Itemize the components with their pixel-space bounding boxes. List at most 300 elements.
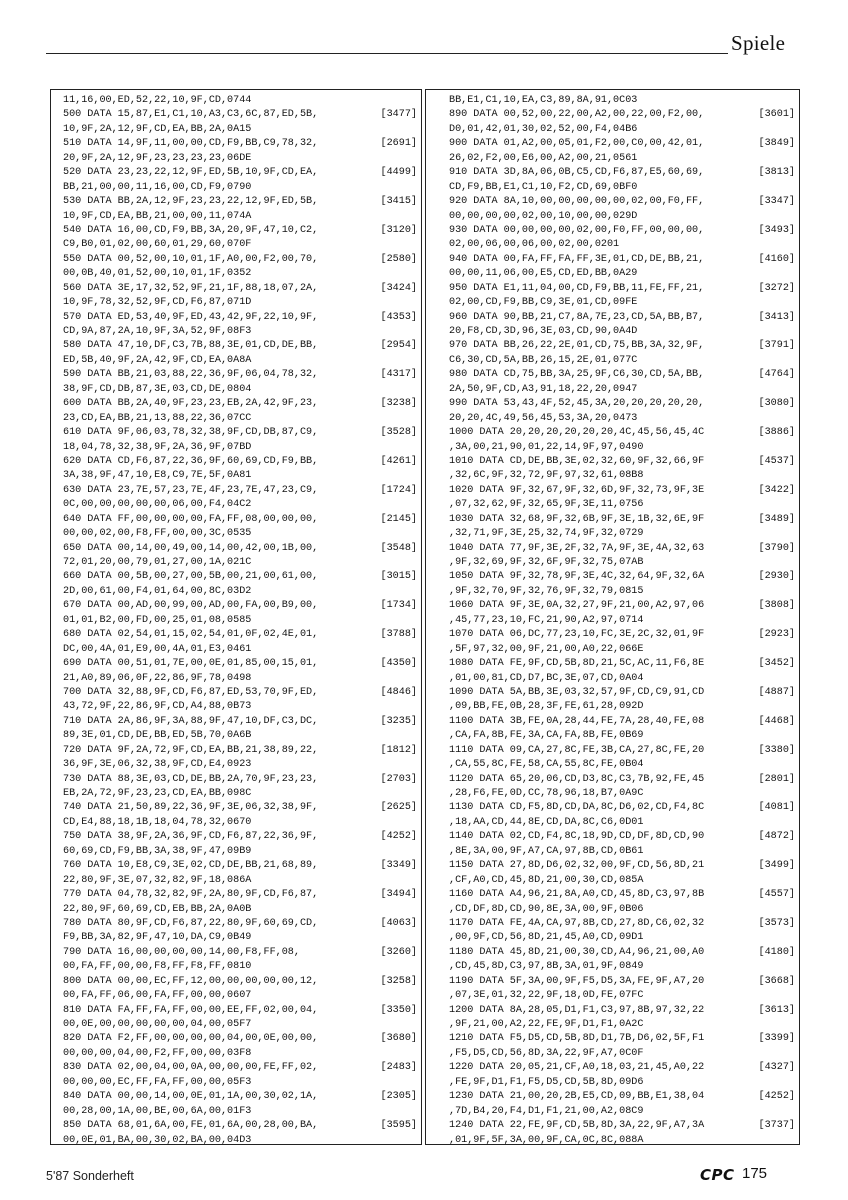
code-line: [51, 181, 421, 195]
code-line: [51, 729, 421, 743]
code-text: 1240 DATA 22,FE,9F,CD,5B,8D,3A,22,9F,A7,3A: [449, 1120, 705, 1132]
code-line: [51, 527, 421, 541]
code-text: C6,30,CD,5A,BB,26,15,2E,01,077C: [449, 354, 638, 366]
code-line: [51, 599, 421, 613]
checksum: [3680]: [380, 1033, 417, 1045]
code-text: 22,80,9F,3E,07,32,82,9F,18,086A: [63, 874, 252, 886]
code-text: 1040 DATA 77,9F,3E,2F,32,7A,9F,3E,4A,32,63: [449, 542, 705, 554]
code-line: [51, 758, 421, 772]
issue-label: 5'87 Sonderheft: [46, 1169, 134, 1183]
code-line: [426, 672, 799, 686]
code-text: 560 DATA 3E,17,32,52,9F,21,1F,88,18,07,2A,: [63, 282, 319, 294]
code-text: 680 DATA 02,54,01,15,02,54,01,0F,02,4E,01,: [63, 629, 319, 641]
code-text: 72,01,20,00,79,01,27,00,1A,021C: [63, 557, 252, 568]
code-text: ,09,BB,FE,0B,28,3F,FE,61,28,092D: [449, 701, 644, 713]
code-text: 940 DATA 00,FA,FF,FA,FF,3E,01,CD,DE,BB,21,: [449, 253, 705, 265]
code-line: [426, 1119, 799, 1133]
code-line: [426, 441, 799, 455]
code-line: [426, 917, 799, 931]
code-text: 960 DATA 90,BB,21,C7,8A,7E,23,CD,5A,BB,B7,: [449, 311, 705, 323]
code-text: 1030 DATA 32,68,9F,32,6B,9F,3E,1B,32,6E,9F: [449, 513, 705, 525]
code-line: [51, 773, 421, 787]
code-line: [426, 628, 799, 642]
code-line: [426, 787, 799, 801]
code-text: F9,BB,3A,82,9F,47,10,DA,C9,0B49: [63, 932, 252, 944]
checksum: [3613]: [758, 1004, 795, 1016]
code-line: [426, 643, 799, 657]
checksum: [2483]: [380, 1062, 417, 1074]
checksum: [3813]: [758, 167, 795, 179]
checksum: [3415]: [380, 196, 417, 208]
checksum: [4353]: [380, 311, 417, 323]
code-line: [51, 960, 421, 974]
code-text: 0C,00,00,00,00,00,06,00,F4,04C2: [63, 499, 252, 511]
code-line: [51, 643, 421, 657]
code-line: [426, 397, 799, 411]
code-text: 00,FA,FF,00,00,F8,FF,F8,FF,0810: [63, 961, 252, 973]
checksum: [3380]: [758, 744, 795, 756]
code-text: 00,FA,FF,06,00,FA,FF,00,00,0607: [63, 990, 252, 1002]
code-text: 640 DATA FF,00,00,00,00,FA,FF,08,00,00,00,: [63, 513, 319, 525]
code-text: 830 DATA 02,00,04,00,0A,00,00,00,FE,FF,02,: [63, 1062, 319, 1074]
code-line: [51, 282, 421, 296]
code-line: [51, 253, 421, 267]
code-text: 770 DATA 04,78,32,82,9F,2A,80,9F,CD,F6,87,: [63, 889, 319, 901]
code-text: 26,02,F2,00,E6,00,A2,00,21,0561: [449, 152, 638, 164]
code-line: [51, 672, 421, 686]
code-line: [51, 888, 421, 902]
code-line: [426, 903, 799, 917]
code-line: [426, 1047, 799, 1061]
checksum: [4872]: [758, 831, 795, 843]
code-line: [51, 787, 421, 801]
checksum: [3258]: [380, 975, 417, 987]
code-text: 36,9F,3E,06,32,38,9F,CD,E4,0923: [63, 759, 252, 771]
code-text: ED,5B,40,9F,2A,42,9F,CD,EA,0A8A: [63, 354, 252, 366]
code-line: [426, 1018, 799, 1032]
checksum: [4499]: [380, 167, 417, 179]
checksum: [3120]: [380, 224, 417, 236]
checksum: [4764]: [758, 369, 795, 381]
code-text: 650 DATA 00,14,00,49,00,14,00,42,00,1B,00,: [63, 542, 319, 554]
code-text: 950 DATA E1,11,04,00,CD,F9,BB,11,FE,FF,21,: [449, 282, 705, 294]
checksum: [3668]: [758, 975, 795, 987]
checksum: [3349]: [380, 860, 417, 872]
code-line: [426, 700, 799, 714]
checksum: [2703]: [380, 773, 417, 785]
code-line: [426, 931, 799, 945]
code-text: 11,16,00,ED,52,22,10,9F,CD,0744: [63, 95, 252, 106]
code-line: [51, 267, 421, 281]
code-text: 1020 DATA 9F,32,67,9F,32,6D,9F,32,73,9F,3E: [449, 484, 705, 496]
code-line: [426, 830, 799, 844]
code-text: 3A,38,9F,47,10,E8,C9,7E,5F,0A81: [63, 470, 252, 482]
code-text: 21,A0,89,06,0F,22,86,9F,78,0498: [63, 672, 252, 684]
code-text: 1150 DATA 27,8D,D6,02,32,00,9F,CD,56,8D,21: [449, 860, 705, 872]
code-line: [51, 397, 421, 411]
code-text: 20,20,4C,49,56,45,53,3A,20,0473: [449, 412, 638, 424]
code-line: [426, 874, 799, 888]
code-text: 2A,50,9F,CD,A3,91,18,22,20,0947: [449, 383, 638, 395]
code-line: [51, 123, 421, 137]
checksum: [4063]: [380, 917, 417, 929]
code-text: 890 DATA 00,52,00,22,00,A2,00,22,00,F2,00,: [449, 109, 705, 121]
code-line: [426, 585, 799, 599]
code-line: [51, 1047, 421, 1061]
code-text: 1180 DATA 45,8D,21,00,30,CD,A4,96,21,00,A0: [449, 946, 705, 958]
checksum: [2305]: [380, 1091, 417, 1103]
checksum: [3791]: [758, 340, 795, 352]
code-line: [51, 195, 421, 209]
code-line: [426, 715, 799, 729]
code-text: 10,9F,CD,EA,BB,21,00,00,11,074A: [63, 210, 252, 222]
checksum: [3601]: [758, 109, 795, 121]
code-text: 540 DATA 16,00,CD,F9,BB,3A,20,9F,47,10,C2,: [63, 224, 319, 236]
code-line: [51, 830, 421, 844]
checksum: [4846]: [380, 686, 417, 698]
checksum: [4160]: [758, 253, 795, 265]
code-text: 590 DATA BB,21,03,88,22,36,9F,06,04,78,32,: [63, 369, 319, 381]
code-text: 780 DATA 80,9F,CD,F6,87,22,80,9F,60,69,CD,: [63, 917, 319, 929]
code-line: [51, 94, 421, 108]
checksum: [3737]: [758, 1120, 795, 1132]
code-line: [426, 527, 799, 541]
code-text: ,8E,3A,00,9F,A7,CA,97,8B,CD,0B61: [449, 845, 644, 857]
code-text: 820 DATA F2,FF,00,00,00,00,04,00,0E,00,00,: [63, 1033, 319, 1045]
code-text: 02,00,CD,F9,BB,C9,3E,01,CD,09FE: [449, 297, 638, 309]
code-line: [51, 455, 421, 469]
code-line: [426, 989, 799, 1003]
code-text: 10,9F,78,32,52,9F,CD,F6,87,071D: [63, 297, 252, 309]
checksum: [3272]: [758, 282, 795, 294]
code-text: 1190 DATA 5F,3A,00,9F,F5,D5,3A,FE,9F,A7,20: [449, 975, 705, 987]
checksum: [3489]: [758, 513, 795, 525]
checksum: [4081]: [758, 802, 795, 814]
code-text: 60,69,CD,F9,BB,3A,38,9F,47,09B9: [63, 845, 252, 857]
code-line: [426, 1134, 799, 1146]
code-text: 1060 DATA 9F,3E,0A,32,27,9F,21,00,A2,97,06: [449, 600, 705, 612]
code-line: [426, 758, 799, 772]
code-text: 930 DATA 00,00,00,00,02,00,F0,FF,00,00,00,: [449, 224, 705, 236]
code-line: [426, 570, 799, 584]
code-text: 700 DATA 32,88,9F,CD,F6,87,ED,53,70,9F,ED,: [63, 686, 319, 698]
code-line: [51, 946, 421, 960]
code-line: [51, 903, 421, 917]
code-line: [51, 628, 421, 642]
code-text: 750 DATA 38,9F,2A,36,9F,CD,F6,87,22,36,9F,: [63, 831, 319, 843]
checksum: [2930]: [758, 571, 795, 583]
code-text: 1010 DATA CD,DE,BB,3E,02,32,60,9F,32,66,9F: [449, 455, 705, 467]
checksum: [3452]: [758, 658, 795, 670]
code-line: [426, 484, 799, 498]
code-text: 570 DATA ED,53,40,9F,ED,43,42,9F,22,10,9F,: [63, 311, 319, 323]
checksum: [4180]: [758, 946, 795, 958]
code-text: ,5F,97,32,00,9F,21,00,A0,22,066E: [449, 643, 644, 655]
code-line: [426, 210, 799, 224]
code-line: [426, 108, 799, 122]
code-line: [426, 1061, 799, 1075]
code-line: [51, 1134, 421, 1146]
code-text: 800 DATA 00,00,EC,FF,12,00,00,00,00,00,12,: [63, 975, 319, 987]
code-line: [426, 296, 799, 310]
code-line: [51, 296, 421, 310]
code-text: ,7D,B4,20,F4,D1,F1,21,00,A2,08C9: [449, 1105, 644, 1117]
checksum: [2625]: [380, 802, 417, 814]
code-line: [426, 975, 799, 989]
code-text: ,CA,FA,8B,FE,3A,CA,FA,8B,FE,0B69: [449, 730, 644, 742]
code-text: 23,CD,EA,BB,21,13,88,22,36,07CC: [63, 412, 252, 424]
checksum: [3015]: [380, 571, 417, 583]
code-text: 1170 DATA FE,4A,CA,97,8B,CD,27,8D,C6,02,32: [449, 917, 705, 929]
code-text: 900 DATA 01,A2,00,05,01,F2,00,C0,00,42,01,: [449, 138, 705, 150]
code-line: [426, 368, 799, 382]
code-text: ,07,3E,01,32,22,9F,18,0D,FE,07FC: [449, 990, 644, 1002]
code-line: [51, 700, 421, 714]
code-line: [426, 152, 799, 166]
code-text: 970 DATA BB,26,22,2E,01,CD,75,BB,3A,32,9F,: [449, 340, 705, 352]
code-line: [51, 224, 421, 238]
code-text: 1130 DATA CD,F5,8D,CD,DA,8C,D6,02,CD,F4,8C: [449, 802, 705, 814]
code-text: ,CD,DF,8D,CD,90,8E,3A,00,9F,0B06: [449, 903, 644, 915]
code-text: 920 DATA 8A,10,00,00,00,00,00,02,00,F0,FF,: [449, 196, 705, 208]
code-text: 38,9F,CD,DB,87,3E,03,CD,DE,0804: [63, 383, 252, 395]
code-text: 610 DATA 9F,06,03,78,32,38,9F,CD,DB,87,C9,: [63, 427, 319, 439]
code-text: 910 DATA 3D,8A,06,0B,C5,CD,F6,87,E5,60,69,: [449, 167, 705, 179]
code-text: ,CF,A0,CD,45,8D,21,00,30,CD,085A: [449, 874, 644, 886]
code-line: [51, 484, 421, 498]
code-line: [426, 946, 799, 960]
code-text: CD,9A,87,2A,10,9F,3A,52,9F,08F3: [63, 326, 252, 337]
code-text: ,01,9F,5F,3A,00,9F,CA,0C,8C,088A: [449, 1134, 644, 1145]
code-text: 20,F8,CD,3D,96,3E,03,CD,90,0A4D: [449, 326, 638, 337]
code-text: 980 DATA CD,75,BB,3A,25,9F,C6,30,CD,5A,BB,: [449, 369, 705, 381]
code-line: [426, 123, 799, 137]
checksum: [3788]: [380, 629, 417, 641]
checksum: [3413]: [758, 311, 795, 323]
code-text: 600 DATA BB,2A,40,9F,23,23,EB,2A,42,9F,23,: [63, 398, 319, 410]
code-text: ,FE,9F,D1,F1,F5,D5,CD,5B,8D,09D6: [449, 1076, 644, 1088]
checksum: [1724]: [380, 484, 417, 496]
code-line: [51, 137, 421, 151]
checksum: [3849]: [758, 138, 795, 150]
code-text: 00,00,00,00,02,00,10,00,00,029D: [449, 210, 638, 222]
checksum: [4327]: [758, 1062, 795, 1074]
checksum: [4537]: [758, 455, 795, 467]
code-line: [426, 267, 799, 281]
code-text: 620 DATA CD,F6,87,22,36,9F,60,69,CD,F9,BB,: [63, 455, 319, 467]
code-line: [51, 325, 421, 339]
checksum: [2145]: [380, 513, 417, 525]
code-line: [426, 195, 799, 209]
code-text: CD,F9,BB,E1,C1,10,F2,CD,69,0BF0: [449, 181, 638, 193]
checksum: [3573]: [758, 917, 795, 929]
code-text: 580 DATA 47,10,DF,C3,7B,88,3E,01,CD,DE,BB,: [63, 340, 319, 352]
code-text: DC,00,4A,01,E9,00,4A,01,E3,0461: [63, 643, 252, 655]
code-text: 720 DATA 9F,2A,72,9F,CD,EA,BB,21,38,89,22,: [63, 744, 319, 756]
code-text: 840 DATA 00,00,14,00,0E,01,1A,00,30,02,1A,: [63, 1091, 319, 1103]
code-text: 18,04,78,32,38,9F,2A,36,9F,07BD: [63, 441, 252, 453]
code-text: ,45,77,23,10,FC,21,90,A2,97,0714: [449, 614, 644, 626]
code-text: 630 DATA 23,7E,57,23,7E,4F,23,7E,47,23,C9,: [63, 484, 319, 496]
code-text: C9,B0,01,02,00,60,01,29,60,070F: [63, 239, 252, 251]
code-text: 550 DATA 00,52,00,10,01,1F,A0,00,F2,00,70,: [63, 253, 319, 265]
code-line: [51, 1004, 421, 1018]
code-line: [51, 108, 421, 122]
code-text: ,CD,45,8D,C3,97,8B,3A,01,9F,0849: [449, 961, 644, 973]
code-line: [426, 729, 799, 743]
code-line: [426, 599, 799, 613]
page-number: 175: [742, 1165, 768, 1182]
header-rule: [46, 53, 728, 54]
checksum: [4350]: [380, 658, 417, 670]
checksum: [4557]: [758, 889, 795, 901]
checksum: [3886]: [758, 427, 795, 439]
checksum: [3399]: [758, 1033, 795, 1045]
code-line: [426, 859, 799, 873]
listing-lines-right: [426, 90, 799, 1145]
code-text: 1110 DATA 09,CA,27,8C,FE,3B,CA,27,8C,FE,20: [449, 744, 705, 756]
checksum: [3499]: [758, 860, 795, 872]
code-line: [51, 469, 421, 483]
checksum: [3238]: [380, 398, 417, 410]
code-text: 89,3E,01,CD,DE,BB,ED,5B,70,0A6B: [63, 730, 252, 742]
code-line: [426, 744, 799, 758]
code-line: [51, 1032, 421, 1046]
code-line: [426, 224, 799, 238]
code-line: [51, 339, 421, 353]
checksum: [2801]: [758, 773, 795, 785]
code-text: 1220 DATA 20,05,21,CF,A0,18,03,21,45,A0,22: [449, 1062, 705, 1074]
checksum: [3808]: [758, 600, 795, 612]
code-line: [51, 1018, 421, 1032]
code-text: 10,9F,2A,12,9F,CD,EA,BB,2A,0A15: [63, 123, 252, 135]
code-line: [426, 412, 799, 426]
code-line: [51, 686, 421, 700]
code-text: ,00,9F,CD,56,8D,21,45,A0,CD,09D1: [449, 932, 644, 944]
code-text: 00,00,11,06,00,E5,CD,ED,BB,0A29: [449, 268, 638, 280]
code-line: [51, 412, 421, 426]
code-text: 1200 DATA 8A,28,05,D1,F1,C3,97,8B,97,32,22: [449, 1004, 705, 1016]
code-text: 02,00,06,00,06,00,02,00,0201: [449, 239, 620, 251]
code-line: [51, 556, 421, 570]
code-text: 00,00,00,04,00,F2,FF,00,00,03F8: [63, 1047, 252, 1059]
code-text: 00,0E,00,00,00,00,00,04,00,05F7: [63, 1019, 252, 1030]
code-line: [51, 989, 421, 1003]
checksum: [2580]: [380, 253, 417, 265]
code-line: [51, 845, 421, 859]
code-line: [51, 441, 421, 455]
code-text: 670 DATA 00,AD,00,99,00,AD,00,FA,00,B9,00,: [63, 600, 319, 612]
code-text: 1000 DATA 20,20,20,20,20,20,4C,45,56,45,4C: [449, 427, 705, 439]
listing-lines-left: [51, 90, 421, 1145]
code-text: 1090 DATA 5A,BB,3E,03,32,57,9F,CD,C9,91,CD: [449, 686, 705, 698]
code-line: [426, 686, 799, 700]
code-line: [426, 773, 799, 787]
code-text: ,07,32,62,9F,32,65,9F,3E,11,0756: [449, 499, 644, 511]
code-line: [426, 469, 799, 483]
code-line: [51, 1061, 421, 1075]
code-text: 660 DATA 00,5B,00,27,00,5B,00,21,00,61,00,: [63, 571, 319, 583]
checksum: [3347]: [758, 196, 795, 208]
code-text: 1070 DATA 06,DC,77,23,10,FC,3E,2C,32,01,9F: [449, 629, 705, 641]
code-text: 20,9F,2A,12,9F,23,23,23,23,06DE: [63, 152, 252, 164]
code-line: [426, 1032, 799, 1046]
code-line: [426, 282, 799, 296]
code-text: 730 DATA 88,3E,03,CD,DE,BB,2A,70,9F,23,23,: [63, 773, 319, 785]
code-line: [51, 238, 421, 252]
checksum: [3424]: [380, 282, 417, 294]
code-line: [426, 325, 799, 339]
magazine-logo: CPC: [700, 1166, 735, 1184]
code-line: [51, 975, 421, 989]
code-line: [51, 570, 421, 584]
code-line: [51, 426, 421, 440]
code-text: 510 DATA 14,9F,11,00,00,CD,F9,BB,C9,78,32,: [63, 138, 319, 150]
code-text: ,9F,32,69,9F,32,6F,9F,32,75,07AB: [449, 557, 644, 568]
code-line: [426, 94, 799, 108]
checksum: [4468]: [758, 715, 795, 727]
code-text: ,9F,32,70,9F,32,76,9F,32,79,0815: [449, 585, 644, 597]
code-text: 810 DATA FA,FF,FA,FF,00,00,EE,FF,02,00,04,: [63, 1004, 319, 1016]
code-text: 990 DATA 53,43,4F,52,45,3A,20,20,20,20,20,: [449, 398, 705, 410]
code-line: [426, 614, 799, 628]
code-text: 1050 DATA 9F,32,78,9F,3E,4C,32,64,9F,32,6A: [449, 571, 705, 583]
checksum: [1812]: [380, 744, 417, 756]
code-line: [426, 542, 799, 556]
checksum: [3548]: [380, 542, 417, 554]
code-text: 01,01,B2,00,FD,00,25,01,08,0585: [63, 614, 252, 626]
code-line: [51, 368, 421, 382]
code-text: 530 DATA BB,2A,12,9F,23,23,22,12,9F,ED,5B,: [63, 196, 319, 208]
section-title: Spiele: [731, 31, 786, 55]
code-text: 00,00,00,EC,FF,FA,FF,00,00,05F3: [63, 1076, 252, 1088]
code-line: [426, 455, 799, 469]
code-line: [51, 210, 421, 224]
code-text: 520 DATA 23,23,22,12,9F,ED,5B,10,9F,CD,EA,: [63, 167, 319, 179]
code-line: [51, 859, 421, 873]
checksum: [4317]: [380, 369, 417, 381]
checksum: [3080]: [758, 398, 795, 410]
code-line: [51, 311, 421, 325]
code-line: [426, 801, 799, 815]
code-text: 1230 DATA 21,00,20,2B,E5,CD,09,BB,E1,38,04: [449, 1091, 705, 1103]
code-text: 00,0E,01,BA,00,30,02,BA,00,04D3: [63, 1134, 252, 1145]
code-text: 790 DATA 16,00,00,00,00,14,00,F8,FF,08,: [63, 946, 300, 958]
code-line: [51, 1076, 421, 1090]
code-line: [51, 801, 421, 815]
code-line: [51, 166, 421, 180]
code-line: [426, 1090, 799, 1104]
code-line: [51, 152, 421, 166]
code-text: ,32,71,9F,3E,25,32,74,9F,32,0729: [449, 528, 644, 540]
checksum: [4252]: [380, 831, 417, 843]
code-line: [426, 311, 799, 325]
code-text: ,9F,21,00,A2,22,FE,9F,D1,F1,0A2C: [449, 1019, 644, 1030]
code-line: [426, 181, 799, 195]
code-line: [426, 498, 799, 512]
code-line: [51, 383, 421, 397]
code-line: [426, 657, 799, 671]
code-line: [51, 542, 421, 556]
code-text: EB,2A,72,9F,23,23,CD,EA,BB,098C: [63, 788, 252, 799]
checksum: [2923]: [758, 629, 795, 641]
code-line: [51, 744, 421, 758]
code-text: 1210 DATA F5,D5,CD,5B,8D,D1,7B,D6,02,5F,F1: [449, 1033, 705, 1045]
code-text: ,18,AA,CD,44,8E,CD,DA,8C,C6,0D01: [449, 816, 644, 828]
checksum: [3260]: [380, 946, 417, 958]
code-line: [426, 845, 799, 859]
checksum: [3595]: [380, 1120, 417, 1132]
